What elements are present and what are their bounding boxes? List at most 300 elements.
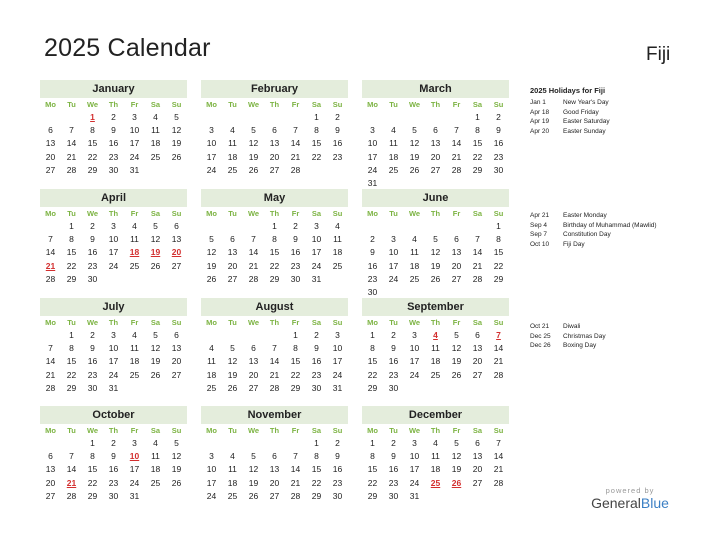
day-cell[interactable]: 18 xyxy=(150,464,161,475)
day-cell[interactable]: 10 xyxy=(367,138,378,149)
day-cell[interactable]: 23 xyxy=(108,477,119,488)
day-cell[interactable]: 4 xyxy=(153,438,158,448)
day-cell[interactable]: 17 xyxy=(388,260,399,271)
day-cell[interactable]: 26 xyxy=(248,490,259,501)
day-cell[interactable]: 30 xyxy=(311,382,322,393)
day-cell[interactable]: 14 xyxy=(269,356,280,367)
day-cell[interactable]: 8 xyxy=(370,451,375,462)
day-cell[interactable]: 15 xyxy=(472,138,483,149)
day-cell[interactable]: 31 xyxy=(332,382,343,393)
day-cell[interactable]: 13 xyxy=(45,138,56,149)
day-cell[interactable]: 3 xyxy=(111,221,116,231)
day-cell[interactable]: 19 xyxy=(150,356,161,367)
day-cell[interactable]: 28 xyxy=(290,490,301,501)
day-cell[interactable]: 4 xyxy=(132,221,137,231)
day-cell[interactable]: 16 xyxy=(332,464,343,475)
day-cell[interactable]: 23 xyxy=(290,260,301,271)
day-cell[interactable]: 29 xyxy=(311,490,322,501)
day-cell[interactable]: 30 xyxy=(108,490,119,501)
day-cell[interactable]: 18 xyxy=(150,138,161,149)
day-cell[interactable]: 6 xyxy=(174,221,179,231)
day-cell[interactable]: 16 xyxy=(311,356,322,367)
day-cell[interactable]: 25 xyxy=(430,369,441,380)
day-cell[interactable]: 12 xyxy=(451,343,462,354)
day-cell[interactable]: 24 xyxy=(409,477,420,488)
day-cell[interactable]: 18 xyxy=(409,260,420,271)
day-cell[interactable]: 3 xyxy=(391,234,396,245)
day-cell[interactable]: 19 xyxy=(248,477,259,488)
holiday-day[interactable]: 20 xyxy=(171,247,182,258)
day-cell[interactable]: 21 xyxy=(472,260,483,271)
day-cell[interactable]: 20 xyxy=(171,356,182,367)
day-cell[interactable]: 16 xyxy=(108,464,119,475)
day-cell[interactable]: 20 xyxy=(451,260,462,271)
day-cell[interactable]: 15 xyxy=(87,138,98,149)
day-cell[interactable]: 12 xyxy=(150,234,161,245)
day-cell[interactable]: 8 xyxy=(272,234,277,245)
day-cell[interactable]: 12 xyxy=(430,247,441,258)
day-cell[interactable]: 22 xyxy=(66,260,77,271)
day-cell[interactable]: 26 xyxy=(206,273,217,284)
day-cell[interactable]: 12 xyxy=(150,343,161,354)
day-cell[interactable]: 27 xyxy=(269,490,280,501)
day-cell[interactable]: 10 xyxy=(108,343,119,354)
day-cell[interactable]: 30 xyxy=(388,490,399,501)
day-cell[interactable]: 8 xyxy=(475,125,480,136)
day-cell[interactable]: 25 xyxy=(206,382,217,393)
day-cell[interactable]: 5 xyxy=(454,438,459,448)
day-cell[interactable]: 8 xyxy=(314,451,319,462)
day-cell[interactable]: 22 xyxy=(367,369,378,380)
day-cell[interactable]: 19 xyxy=(248,151,259,162)
day-cell[interactable]: 15 xyxy=(66,247,77,258)
day-cell[interactable]: 31 xyxy=(367,177,378,188)
day-cell[interactable]: 15 xyxy=(87,464,98,475)
day-cell[interactable]: 17 xyxy=(367,151,378,162)
day-cell[interactable]: 6 xyxy=(272,125,277,136)
day-cell[interactable]: 10 xyxy=(108,234,119,245)
day-cell[interactable]: 21 xyxy=(45,369,56,380)
day-cell[interactable]: 4 xyxy=(433,438,438,448)
day-cell[interactable]: 20 xyxy=(472,356,483,367)
day-cell[interactable]: 20 xyxy=(269,151,280,162)
day-cell[interactable]: 13 xyxy=(269,464,280,475)
day-cell[interactable]: 29 xyxy=(66,382,77,393)
day-cell[interactable]: 23 xyxy=(388,369,399,380)
day-cell[interactable]: 11 xyxy=(333,234,342,245)
day-cell[interactable]: 14 xyxy=(66,464,77,475)
day-cell[interactable]: 19 xyxy=(451,356,462,367)
day-cell[interactable]: 3 xyxy=(412,438,417,448)
day-cell[interactable]: 1 xyxy=(69,330,74,340)
day-cell[interactable]: 5 xyxy=(251,451,256,462)
day-cell[interactable]: 16 xyxy=(388,464,399,475)
day-cell[interactable]: 8 xyxy=(90,451,95,462)
day-cell[interactable]: 22 xyxy=(290,369,301,380)
day-cell[interactable]: 12 xyxy=(171,451,182,462)
day-cell[interactable]: 17 xyxy=(129,464,140,475)
day-cell[interactable]: 24 xyxy=(409,369,420,380)
day-cell[interactable]: 12 xyxy=(171,125,182,136)
day-cell[interactable]: 27 xyxy=(472,369,483,380)
day-cell[interactable]: 4 xyxy=(230,451,235,462)
day-cell[interactable]: 3 xyxy=(132,112,137,122)
day-cell[interactable]: 10 xyxy=(311,234,322,245)
day-cell[interactable]: 11 xyxy=(389,138,398,149)
day-cell[interactable]: 2 xyxy=(370,234,375,245)
day-cell[interactable]: 13 xyxy=(45,464,56,475)
day-cell[interactable]: 26 xyxy=(171,477,182,488)
day-cell[interactable]: 7 xyxy=(48,234,53,245)
day-cell[interactable]: 5 xyxy=(454,330,459,340)
day-cell[interactable]: 2 xyxy=(335,438,340,448)
day-cell[interactable]: 9 xyxy=(293,234,298,245)
day-cell[interactable]: 24 xyxy=(332,369,343,380)
day-cell[interactable]: 6 xyxy=(475,438,480,448)
day-cell[interactable]: 2 xyxy=(391,438,396,448)
day-cell[interactable]: 4 xyxy=(132,330,137,340)
day-cell[interactable]: 12 xyxy=(248,464,259,475)
day-cell[interactable]: 3 xyxy=(314,221,319,231)
day-cell[interactable]: 19 xyxy=(171,138,182,149)
day-cell[interactable]: 20 xyxy=(248,369,259,380)
day-cell[interactable]: 16 xyxy=(108,138,119,149)
day-cell[interactable]: 29 xyxy=(493,273,504,284)
day-cell[interactable]: 28 xyxy=(451,164,462,175)
day-cell[interactable]: 15 xyxy=(66,356,77,367)
day-cell[interactable]: 26 xyxy=(150,369,161,380)
day-cell[interactable]: 11 xyxy=(130,343,139,354)
day-cell[interactable]: 14 xyxy=(472,247,483,258)
day-cell[interactable]: 3 xyxy=(335,330,340,340)
holiday-day[interactable]: 18 xyxy=(129,247,140,258)
holiday-day[interactable]: 26 xyxy=(451,477,462,488)
day-cell[interactable]: 27 xyxy=(171,260,182,271)
day-cell[interactable]: 28 xyxy=(66,164,77,175)
day-cell[interactable]: 22 xyxy=(87,151,98,162)
day-cell[interactable]: 28 xyxy=(45,273,56,284)
day-cell[interactable]: 29 xyxy=(66,273,77,284)
day-cell[interactable]: 8 xyxy=(496,234,501,245)
day-cell[interactable]: 1 xyxy=(370,330,375,340)
day-cell[interactable]: 18 xyxy=(430,356,441,367)
day-cell[interactable]: 1 xyxy=(293,330,298,340)
day-cell[interactable]: 3 xyxy=(111,330,116,340)
day-cell[interactable]: 19 xyxy=(409,151,420,162)
day-cell[interactable]: 21 xyxy=(66,151,77,162)
day-cell[interactable]: 4 xyxy=(209,343,214,354)
day-cell[interactable]: 8 xyxy=(90,125,95,136)
day-cell[interactable]: 3 xyxy=(132,438,137,448)
day-cell[interactable]: 15 xyxy=(367,356,378,367)
day-cell[interactable]: 4 xyxy=(412,234,417,245)
day-cell[interactable]: 24 xyxy=(367,164,378,175)
day-cell[interactable]: 19 xyxy=(430,260,441,271)
day-cell[interactable]: 24 xyxy=(108,260,119,271)
day-cell[interactable]: 1 xyxy=(314,112,319,122)
day-cell[interactable]: 9 xyxy=(90,343,95,354)
holiday-day[interactable]: 7 xyxy=(496,330,501,340)
day-cell[interactable]: 16 xyxy=(87,356,98,367)
day-cell[interactable]: 7 xyxy=(48,343,53,354)
day-cell[interactable]: 1 xyxy=(69,221,74,231)
day-cell[interactable]: 6 xyxy=(475,330,480,340)
day-cell[interactable]: 6 xyxy=(251,343,256,354)
day-cell[interactable]: 21 xyxy=(493,464,504,475)
day-cell[interactable]: 6 xyxy=(272,451,277,462)
day-cell[interactable]: 13 xyxy=(227,247,238,258)
day-cell[interactable]: 28 xyxy=(45,382,56,393)
day-cell[interactable]: 7 xyxy=(293,125,298,136)
day-cell[interactable]: 8 xyxy=(69,234,74,245)
day-cell[interactable]: 9 xyxy=(314,343,319,354)
day-cell[interactable]: 27 xyxy=(248,382,259,393)
day-cell[interactable]: 5 xyxy=(433,234,438,245)
day-cell[interactable]: 27 xyxy=(227,273,238,284)
day-cell[interactable]: 21 xyxy=(451,151,462,162)
day-cell[interactable]: 26 xyxy=(430,273,441,284)
day-cell[interactable]: 20 xyxy=(45,151,56,162)
day-cell[interactable]: 14 xyxy=(493,451,504,462)
day-cell[interactable]: 25 xyxy=(227,164,238,175)
day-cell[interactable]: 9 xyxy=(111,125,116,136)
holiday-day[interactable]: 19 xyxy=(150,247,161,258)
day-cell[interactable]: 20 xyxy=(227,260,238,271)
day-cell[interactable]: 14 xyxy=(493,343,504,354)
day-cell[interactable]: 3 xyxy=(209,451,214,462)
day-cell[interactable]: 22 xyxy=(87,477,98,488)
day-cell[interactable]: 30 xyxy=(493,164,504,175)
day-cell[interactable]: 18 xyxy=(206,369,217,380)
day-cell[interactable]: 11 xyxy=(151,125,160,136)
day-cell[interactable]: 30 xyxy=(367,286,378,297)
day-cell[interactable]: 9 xyxy=(496,125,501,136)
day-cell[interactable]: 23 xyxy=(332,151,343,162)
day-cell[interactable]: 31 xyxy=(108,382,119,393)
day-cell[interactable]: 8 xyxy=(293,343,298,354)
day-cell[interactable]: 2 xyxy=(90,330,95,340)
day-cell[interactable]: 20 xyxy=(472,464,483,475)
day-cell[interactable]: 7 xyxy=(272,343,277,354)
day-cell[interactable]: 23 xyxy=(332,477,343,488)
day-cell[interactable]: 14 xyxy=(248,247,259,258)
day-cell[interactable]: 21 xyxy=(493,356,504,367)
day-cell[interactable]: 5 xyxy=(230,343,235,354)
day-cell[interactable]: 14 xyxy=(290,464,301,475)
day-cell[interactable]: 29 xyxy=(472,164,483,175)
day-cell[interactable]: 21 xyxy=(290,151,301,162)
day-cell[interactable]: 14 xyxy=(290,138,301,149)
day-cell[interactable]: 7 xyxy=(293,451,298,462)
day-cell[interactable]: 18 xyxy=(388,151,399,162)
day-cell[interactable]: 30 xyxy=(87,273,98,284)
day-cell[interactable]: 25 xyxy=(129,260,140,271)
day-cell[interactable]: 9 xyxy=(370,247,375,258)
day-cell[interactable]: 13 xyxy=(248,356,259,367)
holiday-day[interactable]: 4 xyxy=(433,330,438,340)
day-cell[interactable]: 22 xyxy=(66,369,77,380)
day-cell[interactable]: 5 xyxy=(251,125,256,136)
day-cell[interactable]: 29 xyxy=(269,273,280,284)
day-cell[interactable]: 2 xyxy=(111,438,116,448)
holiday-day[interactable]: 25 xyxy=(430,477,441,488)
day-cell[interactable]: 29 xyxy=(87,164,98,175)
day-cell[interactable]: 6 xyxy=(230,234,235,245)
day-cell[interactable]: 12 xyxy=(409,138,420,149)
day-cell[interactable]: 14 xyxy=(45,247,56,258)
day-cell[interactable]: 5 xyxy=(209,234,214,245)
day-cell[interactable]: 13 xyxy=(472,451,483,462)
day-cell[interactable]: 2 xyxy=(111,112,116,122)
day-cell[interactable]: 14 xyxy=(451,138,462,149)
day-cell[interactable]: 3 xyxy=(412,330,417,340)
day-cell[interactable]: 2 xyxy=(293,221,298,231)
day-cell[interactable]: 30 xyxy=(87,382,98,393)
day-cell[interactable]: 26 xyxy=(227,382,238,393)
day-cell[interactable]: 4 xyxy=(391,125,396,136)
day-cell[interactable]: 15 xyxy=(311,464,322,475)
day-cell[interactable]: 9 xyxy=(335,451,340,462)
day-cell[interactable]: 1 xyxy=(272,221,277,231)
day-cell[interactable]: 30 xyxy=(290,273,301,284)
day-cell[interactable]: 29 xyxy=(367,490,378,501)
day-cell[interactable]: 16 xyxy=(493,138,504,149)
day-cell[interactable]: 20 xyxy=(269,477,280,488)
day-cell[interactable]: 28 xyxy=(472,273,483,284)
day-cell[interactable]: 17 xyxy=(311,247,322,258)
day-cell[interactable]: 2 xyxy=(314,330,319,340)
day-cell[interactable]: 27 xyxy=(451,273,462,284)
day-cell[interactable]: 23 xyxy=(493,151,504,162)
day-cell[interactable]: 6 xyxy=(48,451,53,462)
day-cell[interactable]: 2 xyxy=(391,330,396,340)
day-cell[interactable]: 1 xyxy=(90,438,95,448)
day-cell[interactable]: 17 xyxy=(206,151,217,162)
day-cell[interactable]: 23 xyxy=(388,477,399,488)
day-cell[interactable]: 2 xyxy=(90,221,95,231)
day-cell[interactable]: 23 xyxy=(87,260,98,271)
day-cell[interactable]: 3 xyxy=(209,125,214,136)
day-cell[interactable]: 22 xyxy=(269,260,280,271)
day-cell[interactable]: 16 xyxy=(87,247,98,258)
day-cell[interactable]: 27 xyxy=(430,164,441,175)
day-cell[interactable]: 16 xyxy=(332,138,343,149)
day-cell[interactable]: 6 xyxy=(174,330,179,340)
day-cell[interactable]: 19 xyxy=(171,464,182,475)
day-cell[interactable]: 25 xyxy=(150,477,161,488)
day-cell[interactable]: 18 xyxy=(332,247,343,258)
day-cell[interactable]: 17 xyxy=(108,356,119,367)
day-cell[interactable]: 26 xyxy=(171,151,182,162)
day-cell[interactable]: 13 xyxy=(171,234,182,245)
day-cell[interactable]: 10 xyxy=(206,464,217,475)
day-cell[interactable]: 1 xyxy=(314,438,319,448)
day-cell[interactable]: 19 xyxy=(206,260,217,271)
day-cell[interactable]: 24 xyxy=(388,273,399,284)
holiday-day[interactable]: 21 xyxy=(66,477,77,488)
day-cell[interactable]: 11 xyxy=(130,234,139,245)
day-cell[interactable]: 24 xyxy=(129,477,140,488)
day-cell[interactable]: 7 xyxy=(475,234,480,245)
day-cell[interactable]: 16 xyxy=(290,247,301,258)
day-cell[interactable]: 24 xyxy=(206,164,217,175)
day-cell[interactable]: 13 xyxy=(171,343,182,354)
day-cell[interactable]: 5 xyxy=(153,330,158,340)
day-cell[interactable]: 28 xyxy=(66,490,77,501)
day-cell[interactable]: 27 xyxy=(472,477,483,488)
day-cell[interactable]: 17 xyxy=(129,138,140,149)
day-cell[interactable]: 8 xyxy=(69,343,74,354)
day-cell[interactable]: 18 xyxy=(227,477,238,488)
day-cell[interactable]: 19 xyxy=(227,369,238,380)
day-cell[interactable]: 4 xyxy=(335,221,340,231)
day-cell[interactable]: 22 xyxy=(472,151,483,162)
day-cell[interactable]: 9 xyxy=(391,451,396,462)
day-cell[interactable]: 27 xyxy=(45,490,56,501)
day-cell[interactable]: 4 xyxy=(153,112,158,122)
day-cell[interactable]: 20 xyxy=(45,477,56,488)
day-cell[interactable]: 21 xyxy=(248,260,259,271)
day-cell[interactable]: 31 xyxy=(311,273,322,284)
day-cell[interactable]: 17 xyxy=(108,247,119,258)
day-cell[interactable]: 20 xyxy=(430,151,441,162)
day-cell[interactable]: 29 xyxy=(367,382,378,393)
day-cell[interactable]: 18 xyxy=(227,151,238,162)
day-cell[interactable]: 30 xyxy=(332,490,343,501)
day-cell[interactable]: 28 xyxy=(493,369,504,380)
holiday-day[interactable]: 10 xyxy=(129,451,140,462)
day-cell[interactable]: 10 xyxy=(332,343,343,354)
day-cell[interactable]: 9 xyxy=(335,125,340,136)
day-cell[interactable]: 10 xyxy=(388,247,399,258)
day-cell[interactable]: 11 xyxy=(431,451,440,462)
day-cell[interactable]: 11 xyxy=(431,343,440,354)
day-cell[interactable]: 12 xyxy=(248,138,259,149)
day-cell[interactable]: 15 xyxy=(290,356,301,367)
day-cell[interactable]: 11 xyxy=(228,138,237,149)
day-cell[interactable]: 5 xyxy=(174,438,179,448)
day-cell[interactable]: 17 xyxy=(409,356,420,367)
day-cell[interactable]: 11 xyxy=(410,247,419,258)
day-cell[interactable]: 30 xyxy=(388,382,399,393)
day-cell[interactable]: 15 xyxy=(311,138,322,149)
day-cell[interactable]: 22 xyxy=(493,260,504,271)
day-cell[interactable]: 26 xyxy=(409,164,420,175)
day-cell[interactable]: 13 xyxy=(430,138,441,149)
day-cell[interactable]: 13 xyxy=(451,247,462,258)
holiday-day[interactable]: 1 xyxy=(90,112,95,122)
day-cell[interactable]: 12 xyxy=(451,451,462,462)
day-cell[interactable]: 28 xyxy=(290,164,301,175)
day-cell[interactable]: 14 xyxy=(45,356,56,367)
day-cell[interactable]: 26 xyxy=(150,260,161,271)
day-cell[interactable]: 16 xyxy=(367,260,378,271)
day-cell[interactable]: 24 xyxy=(311,260,322,271)
day-cell[interactable]: 23 xyxy=(367,273,378,284)
day-cell[interactable]: 3 xyxy=(370,125,375,136)
day-cell[interactable]: 9 xyxy=(90,234,95,245)
day-cell[interactable]: 5 xyxy=(153,221,158,231)
day-cell[interactable]: 6 xyxy=(433,125,438,136)
day-cell[interactable]: 24 xyxy=(108,369,119,380)
holiday-day[interactable]: 21 xyxy=(45,260,56,271)
day-cell[interactable]: 8 xyxy=(314,125,319,136)
day-cell[interactable]: 7 xyxy=(454,125,459,136)
day-cell[interactable]: 17 xyxy=(332,356,343,367)
day-cell[interactable]: 28 xyxy=(248,273,259,284)
day-cell[interactable]: 27 xyxy=(269,164,280,175)
day-cell[interactable]: 13 xyxy=(269,138,280,149)
